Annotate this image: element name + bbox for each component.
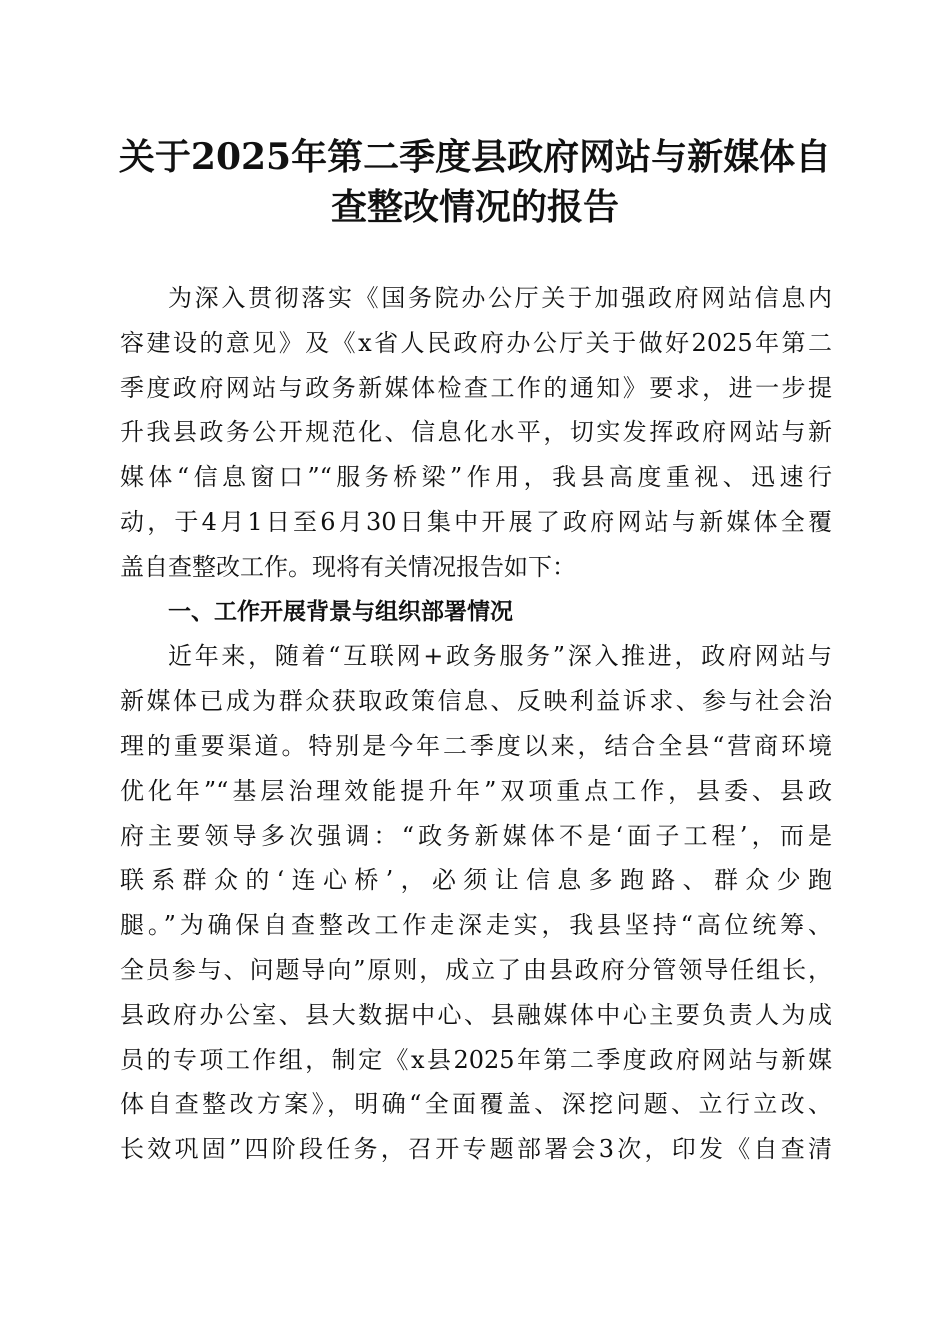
paragraph-line: 为深入贯彻落实《国务院办公厅关于加强政府网站信息内 [168,284,832,312]
paragraph-line: 季度政府网站与政务新媒体检查工作的通知》要求，进一步提 [120,373,832,402]
document-body [120,276,832,1172]
paragraph-line: 理的重要渠道。特别是今年二季度以来，结合全县“营商环境 [120,731,832,760]
paragraph-line: 长效巩固”四阶段任务，召开专题部署会3次，印发《自查清 [120,1135,832,1164]
paragraph-line: 媒体“信息窗口”“服务桥梁”作用，我县高度重视、迅速行 [120,463,832,492]
paragraph-line: 容建设的意见》及《x省人民政府办公厅关于做好2025年第二 [120,328,832,357]
paragraph-intro [120,276,832,590]
title-line-1: 关于2025年第二季度县政府网站与新媒体自 [118,136,832,178]
paragraph-line: 全员参与、问题导向”原则，成立了由县政府分管领导任组长， [120,955,832,984]
section-heading-1: 一、工作开展背景与组织部署情况 [168,598,513,625]
paragraph-line: 员的专项工作组，制定《x县2025年第二季度政府网站与新媒 [120,1045,832,1074]
document-title [100,132,850,232]
paragraph-line: 体自查整改方案》，明确“全面覆盖、深挖问题、立行立改、 [120,1090,832,1119]
paragraph-line: 升我县政务公开规范化、信息化水平，切实发挥政府网站与新 [120,418,832,447]
paragraph-line: 近年来，随着“互联网+政务服务”深入推进，政府网站与 [168,642,832,671]
paragraph-line: 腿。”为确保自查整改工作走深走实，我县坚持“高位统筹、 [120,911,832,940]
paragraph-line: 府主要领导多次强调：“政务新媒体不是‘面子工程’，而是 [120,821,832,850]
paragraph-line: 县政府办公室、县大数据中心、县融媒体中心主要负责人为成 [120,1000,832,1029]
paragraph-line: 盖自查整改工作。现将有关情况报告如下： [120,552,576,581]
paragraph-line: 新媒体已成为群众获取政策信息、反映利益诉求、参与社会治 [120,687,832,716]
paragraph-line: 联系群众的‘连心桥’，必须让信息多跑路、群众少跑 [120,866,832,895]
paragraph-line: 动，于4月1日至6月30日集中开展了政府网站与新媒体全覆 [120,507,832,536]
paragraph-background [120,634,832,1172]
title-line-2: 查整改情况的报告 [330,186,619,228]
paragraph-line: 优化年”“基层治理效能提升年”双项重点工作，县委、县政 [120,776,832,805]
